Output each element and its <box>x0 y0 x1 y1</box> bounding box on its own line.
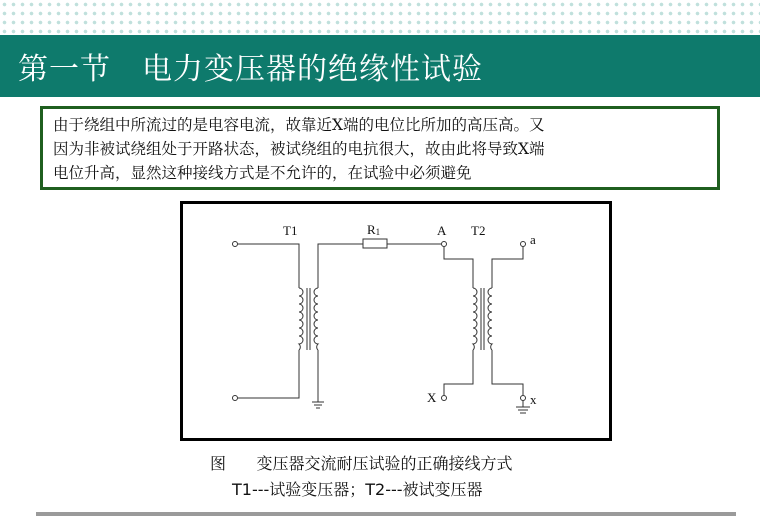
bottom-divider <box>36 512 736 516</box>
label-X: X <box>427 390 437 405</box>
circuit-diagram <box>183 204 609 438</box>
t2-secondary-coil <box>488 288 492 350</box>
terminal-left-top <box>233 242 238 247</box>
text-line-3: 电位升高，显然这种接线方式是不允许的，在试验中必须避免 <box>53 164 472 182</box>
t2-secondary-top-wire <box>492 247 523 288</box>
label-x: x <box>530 392 537 407</box>
label-r1-main: R <box>367 222 376 237</box>
ground-symbol-t1 <box>312 402 324 408</box>
t1-primary-top-wire <box>238 244 299 288</box>
header-dot-pattern <box>0 0 760 40</box>
t1-secondary-top-wire <box>318 244 363 288</box>
label-A: A <box>437 223 447 238</box>
label-a: a <box>530 232 536 247</box>
t2-primary-bottom-wire <box>444 350 473 395</box>
text-line-2: 因为非被试绕组处于开路状态，被试绕组的电抗很大，故由此将导致X端 <box>53 140 545 158</box>
t1-primary-bottom-wire <box>238 350 299 398</box>
label-r1 <box>367 222 380 237</box>
caption-line-2: T1---试验变压器；T2---被试变压器 <box>232 480 483 499</box>
t1-secondary-coil <box>314 288 318 350</box>
label-r1-sub: 1 <box>375 227 381 237</box>
label-t2: T2 <box>471 223 486 238</box>
t2-primary-coil <box>473 288 477 350</box>
caption-line-1 <box>210 451 513 474</box>
terminal-A <box>442 242 447 247</box>
resistor-r1 <box>363 239 387 248</box>
t1-primary-coil <box>299 288 303 350</box>
ground-symbol-t2 <box>516 407 530 413</box>
t2-secondary-bottom-wire <box>492 350 523 395</box>
slide-title: 第一节 电力变压器的绝缘性试验 <box>18 52 483 87</box>
explanation-textbox <box>40 106 720 190</box>
circuit-diagram-frame <box>180 201 612 441</box>
terminal-left-bottom <box>233 396 238 401</box>
t2-primary-top-wire <box>444 247 473 288</box>
caption-figure-prefix: 图 <box>210 454 227 473</box>
terminal-X <box>442 396 447 401</box>
terminal-x <box>521 396 526 401</box>
terminal-a <box>521 242 526 247</box>
label-t1: T1 <box>283 223 298 238</box>
text-line-1: 由于绕组中所流过的是电容电流，故靠近X端的电位比所加的高压高。又 <box>53 116 545 134</box>
caption-title: 变压器交流耐压试验的正确接线方式 <box>256 454 513 473</box>
